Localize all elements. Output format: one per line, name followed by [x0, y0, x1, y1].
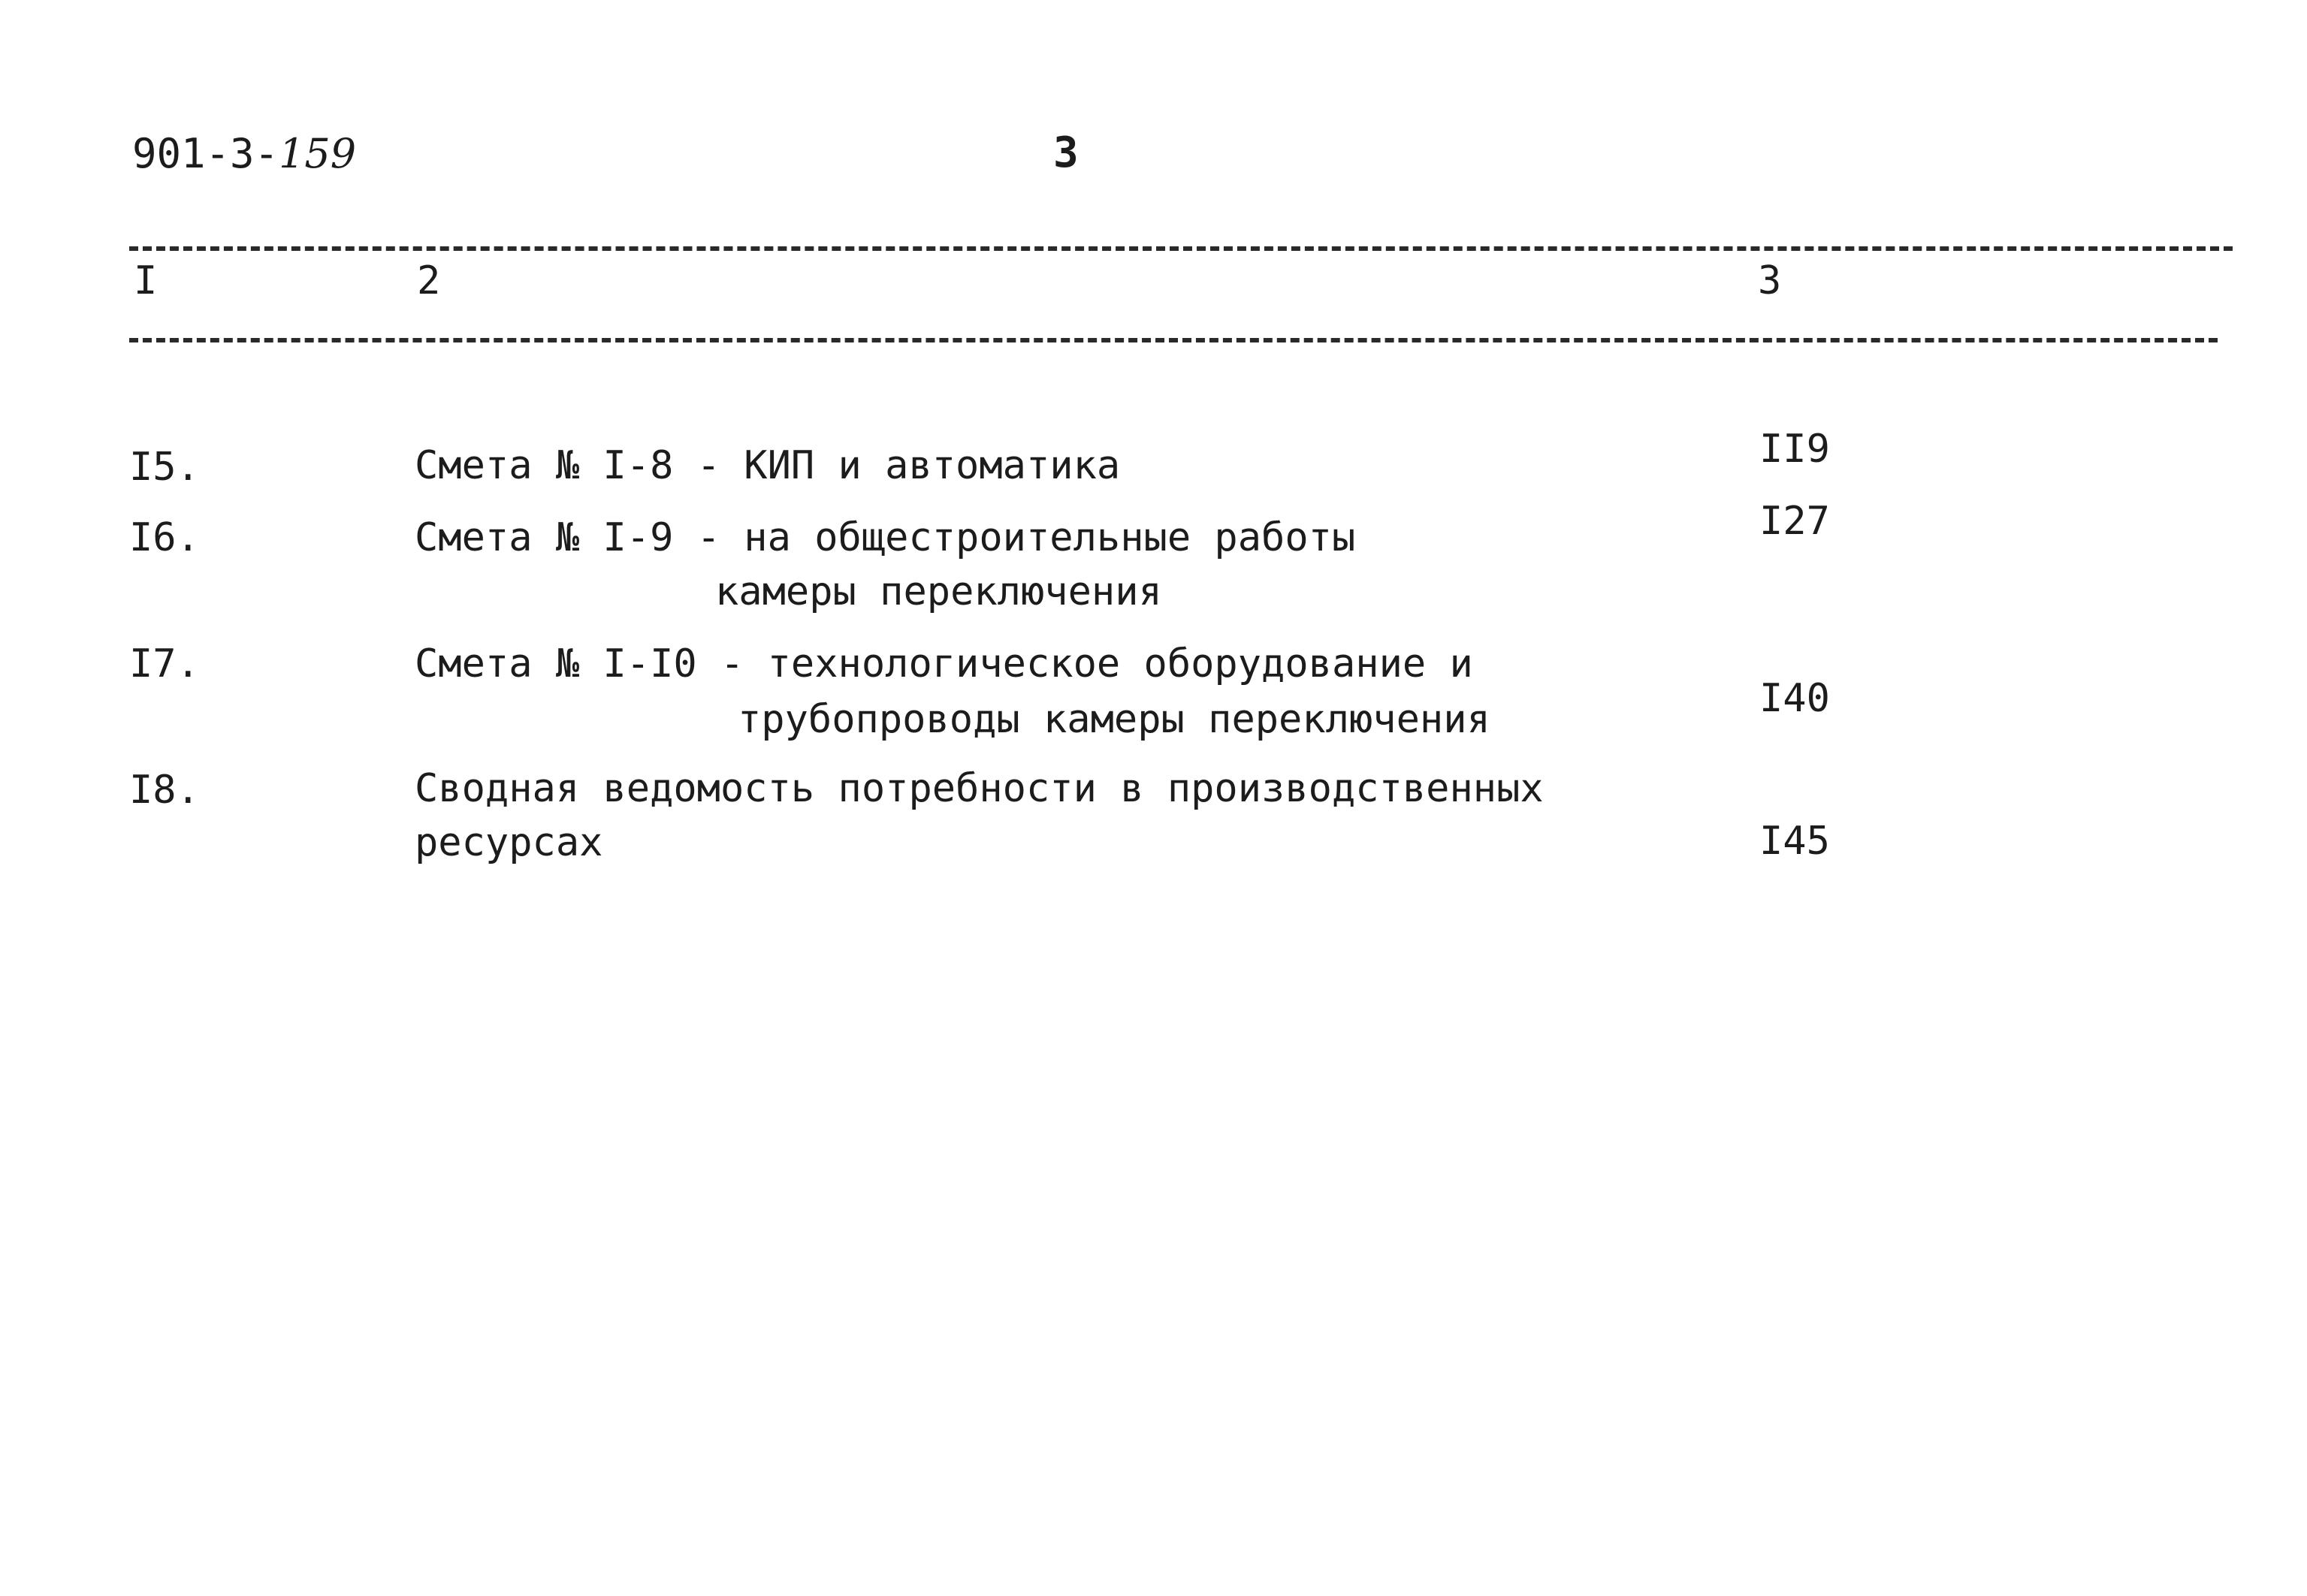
- document-code-handwritten: 159: [279, 130, 357, 177]
- row-description-continued: трубопроводы камеры переключения: [738, 697, 1490, 742]
- page-number: 3: [1053, 128, 1079, 177]
- row-number: I5.: [129, 445, 200, 490]
- column-header-2: 2: [417, 258, 441, 303]
- row-page: II9: [1759, 427, 1830, 472]
- header-rule-bottom: [129, 338, 2218, 342]
- row-description: Смета № I-I0 - технологическое оборудование и: [415, 641, 1473, 686]
- row-number: I6.: [129, 515, 200, 560]
- document-code: [132, 130, 357, 177]
- row-page: I40: [1759, 676, 1830, 721]
- row-number: I7.: [129, 641, 200, 686]
- row-description: Сводная ведомость потребности в производственных: [415, 766, 1544, 811]
- row-page: I27: [1759, 499, 1830, 544]
- document-code-printed: 901-3-: [132, 130, 279, 177]
- column-header-1: I: [134, 258, 158, 303]
- row-description: Смета № I-9 - на общестроительные работы: [415, 515, 1356, 560]
- row-page: I45: [1759, 819, 1830, 864]
- row-description-continued: камеры переключения: [715, 569, 1162, 614]
- row-number: I8.: [129, 768, 200, 813]
- row-description: Смета № I-8 - КИП и автоматика: [415, 443, 1121, 488]
- row-description-continued: ресурсах: [415, 820, 603, 865]
- header-rule-top: [129, 246, 2233, 251]
- column-header-3: 3: [1758, 258, 1782, 303]
